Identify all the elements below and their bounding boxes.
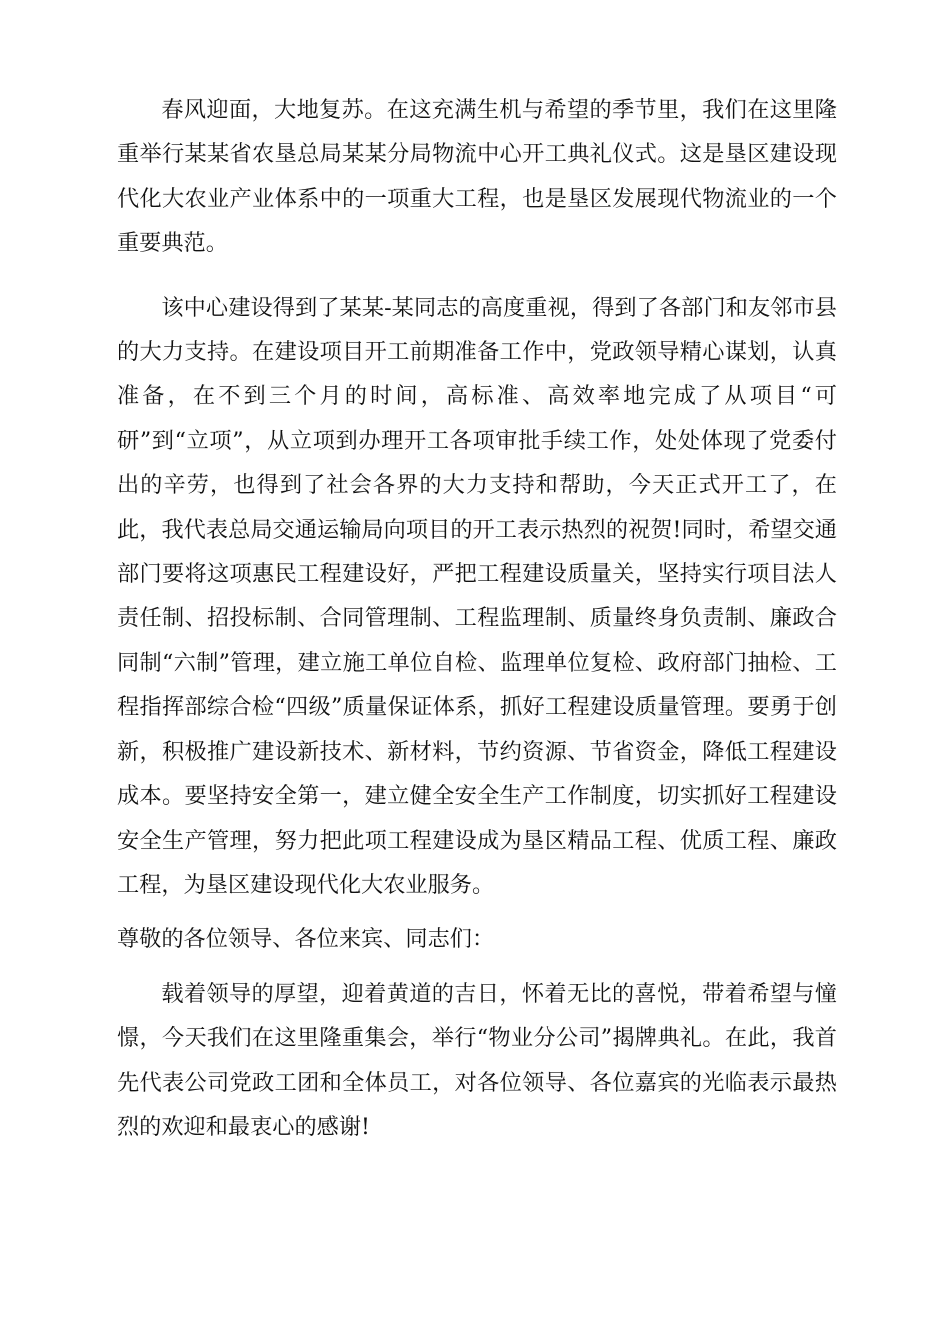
paragraph-project-support: 该中心建设得到了某某-某同志的高度重视，得到了各部门和友邻市县的大力支持。在建设项目开工前期准备工作中，党政领导精心谋划，认真准备，在不到三个月的时间，高标准、高效率地完成了从项目“可研”到“立项”，从立项到办理开工各项审批手续工作，处处体现了党委付出的辛劳，也得到了社会各界的大力支持和帮助，今天正式开工了，在此，我代表总局交通运输局向项目的开工表示热烈的祝贺!同时，希望交通部门要将这项惠民工程建设好，严把工程建设质量关，坚持实行项目法人责任制、招投标制、合同管理制、工程监理制、质量终身负责制、廉政合同制“六制”管理，建立施工单位自检、监理单位复检、政府部门抽检、工程指挥部综合检“四级”质量保证体系，抓好工程建设质量管理。要勇于创新，积极推广建设新技术、新材料，节约资源、节省资金，降低工程建设成本。要坚持安全第一，建立健全安全生产工作制度，切实抓好工程建设安全生产管理，努力把此项工程建设成为垦区精品工程、优质工程、廉政工程，为垦区建设现代化大农业服务。 (117, 294, 837, 898)
paragraph-spacer (117, 962, 837, 972)
document-page (117, 88, 837, 1149)
paragraph-ceremony: 载着领导的厚望，迎着黄道的吉日，怀着无比的喜悦，带着希望与憧憬，今天我们在这里隆重集会，举行“物业分公司”揭牌典礼。在此，我首先代表公司党政工团和全体员工，对各位领导、各位嘉宾的光临表示最热烈的欢迎和最衷心的感谢! (117, 980, 837, 1140)
paragraph-spacer (117, 907, 837, 917)
paragraph-opening: 春风迎面，大地复苏。在这充满生机与希望的季节里，我们在这里隆重举行某某省农垦总局某某分局物流中心开工典礼仪式。这是垦区建设现代化大农业产业体系中的一项重大工程，也是垦区发展现代物流业的一个重要典范。 (117, 97, 837, 257)
paragraph-spacer (117, 266, 837, 286)
salutation-line: 尊敬的各位领导、各位来宾、同志们： (117, 926, 495, 953)
